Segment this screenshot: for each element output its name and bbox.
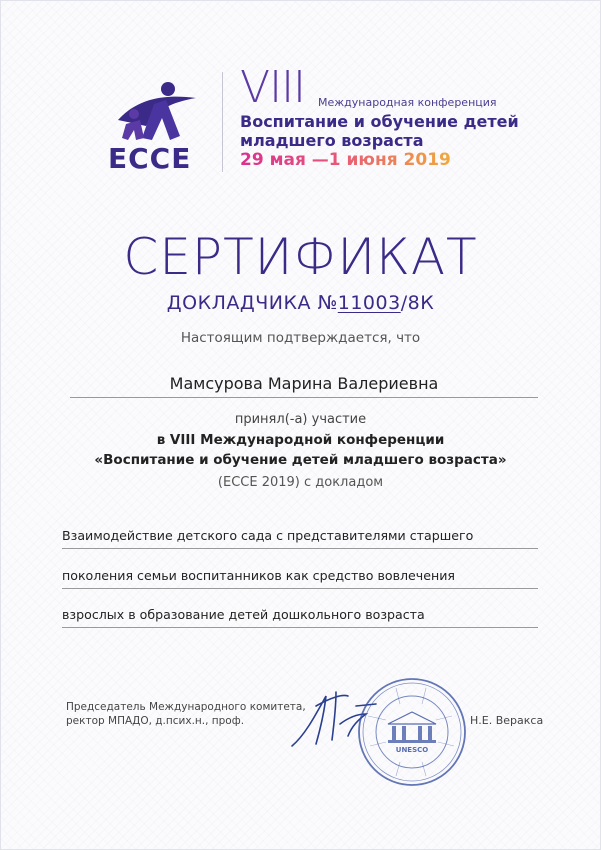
conference-title-line1: Воспитание и обучение детей [240,112,519,131]
ecce-logo-text: ECCE [108,142,192,175]
conference-title [240,112,519,150]
unesco-seal-icon [356,676,468,788]
participated-text: принял(-а) участие [234,412,367,427]
subtitle-prefix: ДОКЛАДЧИКА № [166,292,338,314]
conference-line1: в VIII Международной конференции [156,432,445,448]
seal-label: UNESCO [395,746,429,754]
chair-line2: ректор МПАДО, д.псих.н., проф. [66,715,245,727]
certificate-number-suffix: /8К [400,292,435,314]
signer-name: Н.Е. Веракса [470,714,544,727]
conference-type: Международная конференция [318,96,497,109]
conference-line2: «Воспитание и обучение детей младшего возраста» [94,452,507,468]
report-title-line2: поколения семьи воспитанников как средство вовлечения [62,568,538,589]
report-title-line3: взрослых в образование детей дошкольного возраста [62,607,538,628]
confirm-text: Настоящим подтверждается, что [180,330,421,346]
certificate-number: 11003 [337,292,401,314]
conference-title-line2: младшего возраста [240,131,424,150]
certificate-title: СЕРТИФИКАТ [123,228,478,286]
ecce-logo-icon [110,80,202,146]
header-divider [222,72,223,172]
conference-roman-numeral: VIII [240,62,306,113]
report-title-line1: Взаимодействие детского сада с представителями старшего [62,528,538,549]
certificate-subtitle [0,292,601,314]
chair-label [66,700,306,728]
recipient-name: Мамсурова Марина Валериевна [70,374,538,398]
conference-line3: (ЕССЕ 2019) с докладом [217,475,384,490]
conference-dates: 29 мая —1 июня 2019 [240,150,451,170]
chair-line1: Председатель Международного комитета, [66,701,306,713]
